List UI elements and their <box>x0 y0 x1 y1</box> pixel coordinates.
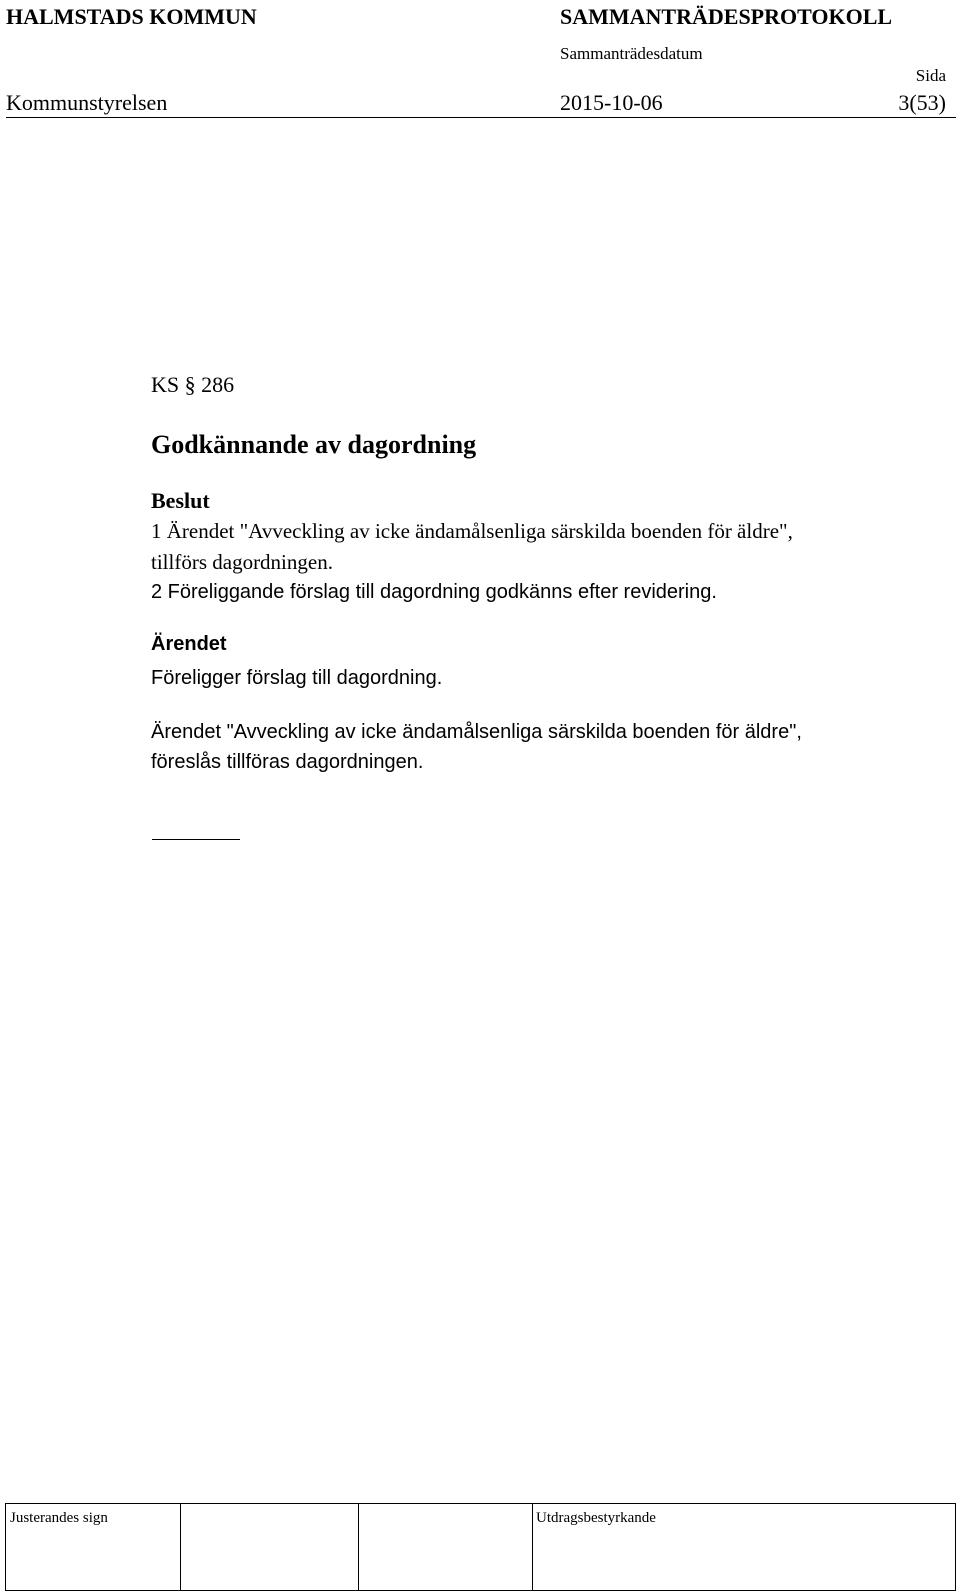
section-end-line <box>152 839 240 840</box>
committee-name: Kommunstyrelsen <box>6 90 168 115</box>
section-number: KS § 286 <box>151 372 235 397</box>
matter-para2-line-1: Ärendet "Avveckling av icke ändamålsenliga särskilda boenden för äldre", <box>151 721 802 743</box>
header-rule <box>6 117 956 118</box>
decision-line-3: 2 Föreliggande förslag till dagordning godkänns efter revidering. <box>151 581 717 603</box>
decision-line-1 <box>151 518 793 545</box>
decision-text-1: 1 Ärendet "Avveckling av icke ändamålsenliga särskilda boenden för äldre", <box>151 519 793 543</box>
sign-cell-divider-1 <box>180 1504 181 1590</box>
meeting-date: 2015-10-06 <box>560 90 663 115</box>
page-title: Godkännande av dagordning <box>151 430 477 459</box>
signature-box <box>5 1503 956 1591</box>
decision-heading: Beslut <box>151 488 210 513</box>
municipality-name: HALMSTADS KOMMUN <box>6 4 257 29</box>
page-number: 3(53) <box>898 90 946 115</box>
sign-cell-divider-2 <box>358 1504 359 1590</box>
matter-line-1: Föreligger förslag till dagordning. <box>151 667 443 689</box>
sign-cell-divider-3 <box>532 1504 533 1590</box>
matter-heading: Ärendet <box>151 633 227 655</box>
extract-label: Utdragsbestyrkande <box>536 1510 656 1526</box>
page-label: Sida <box>915 66 946 85</box>
sign-label: Justerandes sign <box>10 1510 108 1526</box>
matter-para2-line-2: föreslås tillföras dagordningen. <box>151 751 424 773</box>
date-label: Sammanträdesdatum <box>560 44 703 63</box>
decision-line-2: tillförs dagordningen. <box>151 550 333 574</box>
document-type: SAMMANTRÄDESPROTOKOLL <box>560 4 893 29</box>
